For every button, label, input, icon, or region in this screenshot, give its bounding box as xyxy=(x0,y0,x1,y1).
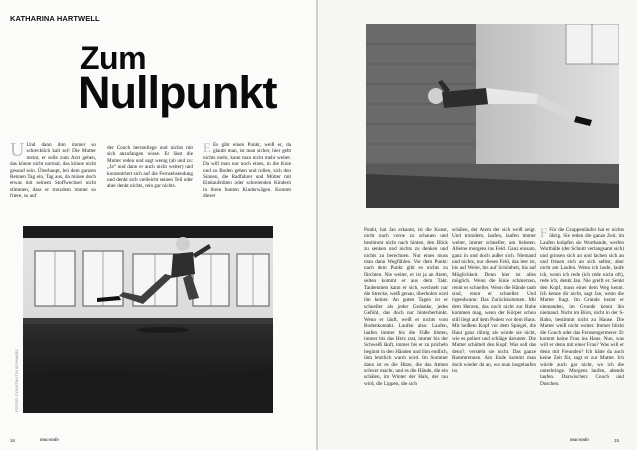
jumper-photo-right xyxy=(366,24,619,208)
drop-cap-2: E xyxy=(203,140,211,155)
right-text-column-3 xyxy=(540,227,624,387)
right-text-column-2: schälen, der Atem der sich weiß zeigt. Und trotzdem, laufen, laufen immer weiter, immer schneller, am liebsten. Alleine morgens ins Feld. Ganz einsam, ganz in und doch außer sich. Niemand und nichts, nur dieses Feld, das leer ist, bis auf Weite, bis auf Schönheit, bis auf Möglichkeit. Denn hier ist alles möglich. Wenn die Knie schmerzen, rennt er schneller. Wenn die Hände taub sind, rennt er schneller. Und irgendwann: Das Zurückkommen. Mit dem Herzen, das noch nicht zur Ruhe kommen mag, wenn der Körper schon still liegt auf dem Podest vor dem Haus. Mit heißem Kopf vor dem Spiegel, die Haut ganz rührig als würde sie nicht, wie es poliert und schläge darunter. Die Mutter schüttelt den Kopf. Was soll das denn?, versteht sie nicht. Das ganze Rummrennen. Am Ende kommt man doch wieder da an, wo man losgelaufen ist. xyxy=(452,227,536,374)
right-text-column-1: Punkt, hat Jan erkannt, ist die Kunst, nicht nach vorne zu schauen und bestimmt nicht nach hinten, den Blick zu senken und nichts zu denken und nichts zu berechnen. Nur eines muss man dann Wegfühlen. Vor dem Punkt: nach dem Punkt gibt es nichts zu fürchten. Nie weiter, er ist ja an Atem, selten kommt er aus dem Takt. Taubenmen kann er sich, wechselt nur die Strecke, weiß genau, überholen wird ihn keiner. An guten Tagen ist er schneller als jeder Gedanke, jedes Gefühl, das doch nur hinterherhinkt. Wenn er läuft, weiß er nichts vom Bodenkontakt. Laufen also: Laufen, laufen immer bis die Füße bluten, immer bis das Herz rast, immer bis der Schweiß läuft, immer bis er zu pricheln beginnt in den Händen und ihm endlich, ihm letztlich warm wird. Im Sommer dann ist es die Hitze, die das Atmen schwer macht, und es die Hände, die ein schälen, im Winter der Hals, der rau wird, die Lippen, die sich xyxy=(364,227,448,387)
magazine-logo-right: macondo xyxy=(570,438,589,443)
right-page xyxy=(318,0,637,450)
left-page-number: 16 xyxy=(10,438,16,443)
drop-cap: U xyxy=(10,139,25,161)
building-jump-image xyxy=(23,226,273,413)
author-byline: KATHARINA HARTWELL xyxy=(10,14,100,23)
drop-cap-3: F xyxy=(540,225,548,240)
text-column-1 xyxy=(10,139,96,200)
text-column-3 xyxy=(203,142,291,200)
left-page xyxy=(0,0,316,450)
magazine-logo-left: macondo xyxy=(40,438,59,443)
text-column-1-body: Und dann ihm immer so schrecklich kalt sei! Die Mutter meint, er solle zum Arzt gehen, das könne nicht normal, das könne nicht gesund sein. Überhaupt, bei dem ganzen Rennen Tag ein, Tag aus, da müsse doch etwas mit seinem Stoffwechsel nicht stimmen, dass er trotzdem immer so friere, so auf xyxy=(10,142,96,200)
article-title-line1: Zum xyxy=(80,40,147,76)
text-column-3-body: Es gibt einen Punkt, weiß er, da glaubt man, ist man sicher, hier geht nichts mehr, kann man nicht mehr weiter. Da will man nur noch eines, in die Knie und zu Boden gehen und rollen, sich den Sinnen, die Radfahrer und Mütter mit Einkaufstüten oder schreienden Kindern in ihren bunten Kinderwägen. Kommt dieser xyxy=(203,142,291,200)
right-page-number: 15 xyxy=(614,438,620,443)
right-text-column-3-body: Für die Gruppenläufer hat er nichts übrig. Sie reden die ganze Zeit, im Laufen knüpfen sie Wortbande, werfen Wortbälle (der Schnitt verlangsamt sich) und grinsen sich an und lachen sich an und freuen sich an sich selbst, aber nicht am Laufen. Wenn ich laufe, laufe ich, wenn ich rede (ich rede nicht oft), rede ich, denkt Jan. Nie greift er. Senkt den Kopf, muss einer dem Weg kennt. Ich kenne dir nicht, sagt Jan, wenn die Mutter fragt. Im Grunde kennt er niemanden, im Grunde kennt ihn niemand. Nicht im Büro, nicht in der S-Bahn, bestimmt nicht zu Hause. Die Mutter weiß nicht weiter. Immer blickt die Couch oder das Fernsengermerer. Er kommt keine Frau ins Haus. Nun, was will er denn mit einer Frau? Was will er denn mit Freunden? Ich hätte da auch keine Zeit für, sagt er zur Mutter. Ich würde auch gar nicht, wo ich die unterbringe. Morgens laufen, abends laufen. Dazwischen: Couch und Duschen. xyxy=(540,227,624,387)
photo-credit: FOTOS: CONSTANTIN SCHWARZ xyxy=(14,349,19,412)
article-title-line2: Nullpunkt xyxy=(78,67,277,118)
wall-jump-image xyxy=(366,24,619,208)
text-column-2: der Couch herumliege und nichts mit sich anzufangen wisse. Er lässt die Mutter reden und sagt wenig (ab und zu: „Ja“ und dann er auch nicht weiter) und konzentriert sich auf die Fernsehsendung und denkt sich vielleicht seinen Teil oder aber denkt nichts, rein gar nichts. xyxy=(107,145,193,190)
jumper-photo-left xyxy=(23,226,273,413)
